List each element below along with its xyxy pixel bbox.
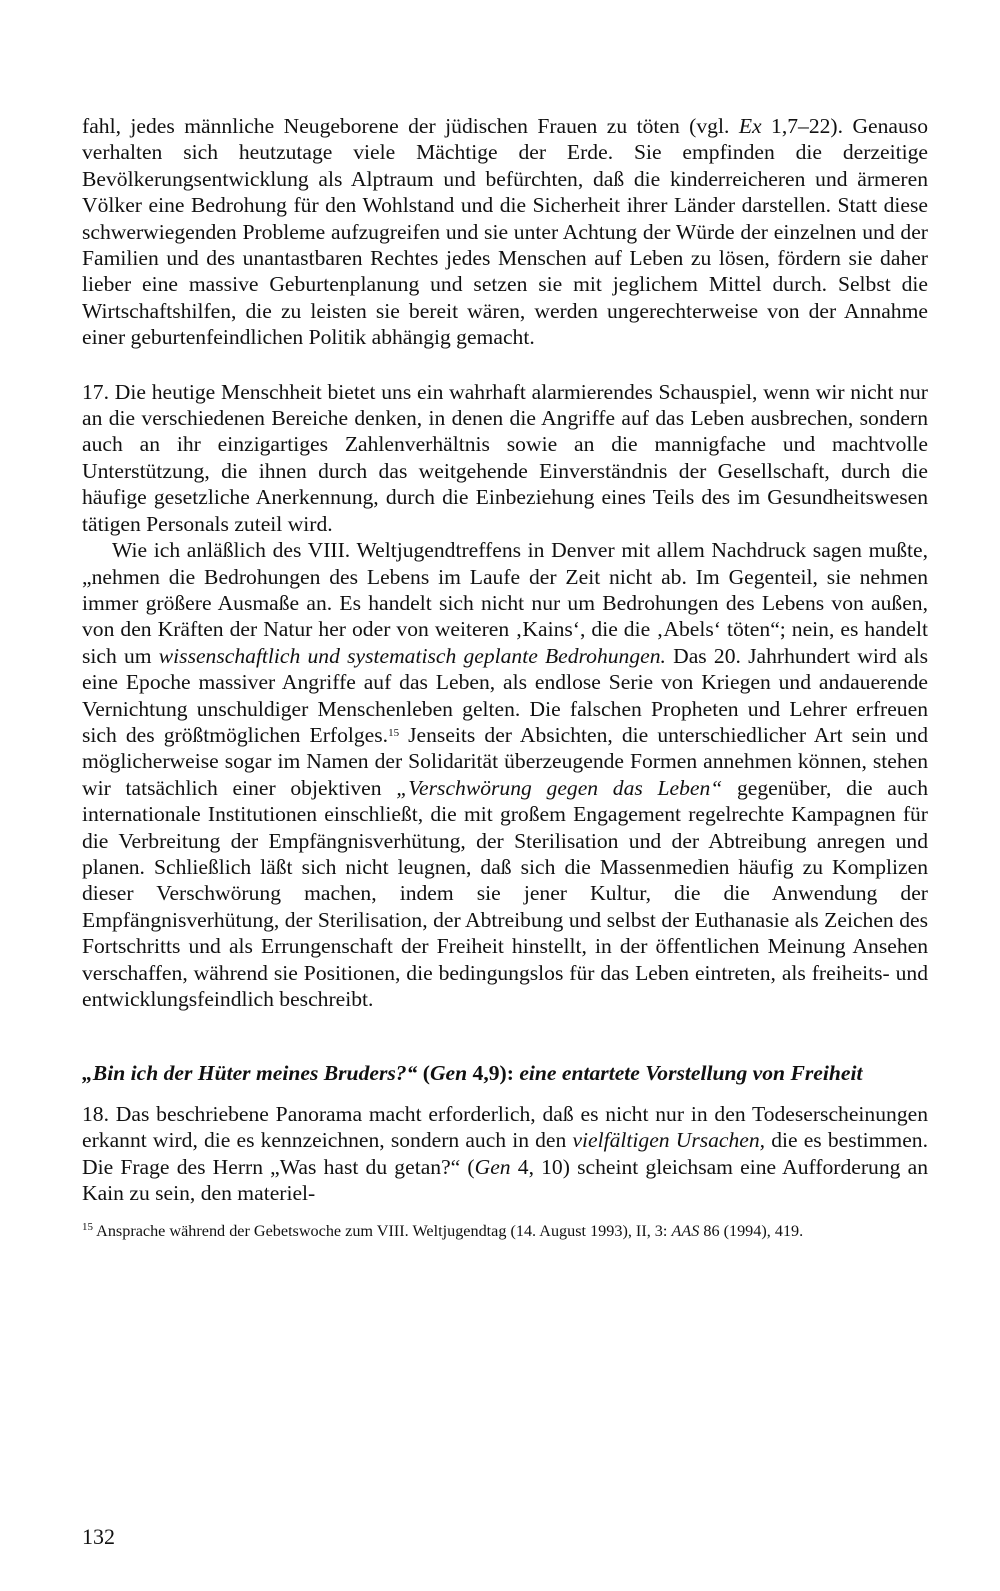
text-run: 18. Das beschriebene Panorama macht erforderlich, daß es nicht nur in den Todeserscheinungen erkannt wird, die es kennzeichnen, sondern auch in den [82,1101,928,1153]
heading-ref-rest: 4,9): [467,1061,514,1086]
text-run: die es bestimmen. Die Frage des Herrn „Was hast du getan?“ ( [82,1128,928,1179]
text-run: 17. Die heutige Menschheit bietet uns ein wahrhaft alarmierendes Schauspiel, wenn wir nicht nur an die verschiedenen Bereiche denken, in denen die Angriffe auf das Leben ausbrechen, sondern auch an ihr einzigartiges Zahlenverhältnis sowie an die mannigfache und machtvolle Unterstützung, die ihnen durch das weitgehende Einverständnis der Gesellschaft, durch die häufige gesetzliche Anerkennung, durch die Einbeziehung eines Teils des im Gesundheitswesen tätigen Personals zuteil wird. [82,379,928,536]
text-run: Das 20. Jahrhundert wird als eine Epoche massiver Angriffe auf das Leben, als endlose Serie von Kriegen und andauerende Vernichtung unschuldiger Menschenleben gelten. Die falschen Propheten und Lehrer erfreuen sich des größtmöglichen Erfolges. [82,643,928,747]
page-body [82,113,928,1242]
heading-text: eine entartete Vorstellung von Freiheit [513,1061,863,1086]
bible-reference: Ex [738,114,762,138]
paragraph-17-second [82,537,928,1012]
text-run: Jenseits der Absichten, die unterschiedlicher Art sein und möglicherweise sogar im Namen der Solidarität überzeugende Formen annehmen können, stehen wir tatsächlich einer objektiven [82,722,928,800]
paragraph-17 [82,379,928,537]
journal-abbreviation: AAS [671,1222,700,1241]
footnote-reference[interactable]: 15 [388,726,400,739]
text-run: Ansprache während der Gebetswoche zum VIII. Weltjugendtag (14. August 1993), II, 3: [93,1222,672,1241]
text-run: 4, 10) scheint gleichsam eine Aufforderung an Kain zu sein, den materiel- [82,1154,928,1206]
paragraph-18 [82,1101,928,1207]
footnote-number: 15 [82,1221,93,1234]
text-run: 86 (1994), 419. [699,1222,804,1241]
heading-ref-open: ( [417,1061,430,1086]
text-run: 1,7–22). Genauso verhalten sich heutzutage viele Mächtige der Erde. Sie empfinden die derzeitige Bevölkerungsentwicklung als Alptraum und befürchten, daß die kinderreicheren und ärmeren Völker eine Bedrohung für den Wohlstand und die Sicherheit ihrer Länder darstellen. Statt diese schwerwiegenden Probleme aufzugreifen und sie unter Achtung der Würde der einzelnen und der Familien und des unantastbaren Rechtes jedes Menschen auf Leben zu lösen, fördern sie daher lieber eine massive Geburtenplanung und setzen sie mit jeglichem Mittel durch. Selbst die Wirtschaftshilfen, die zu leisten sie bereit wären, werden ungerechterweise von der Annahme einer geburtenfeindlichen Politik abhängig gemacht. [82,114,929,350]
paragraph-16-continuation [82,113,928,351]
emphasis: „Verschwörung gegen das Leben“ [396,775,723,800]
text-run: fahl, jedes männliche Neugeborene der jüdischen Frauen zu töten (vgl. [82,114,739,138]
text-run: gegenüber, die auch internationale Institutionen einschließt, die mit großem Engagement regelrechte Kampagnen für die Verbreitung der Empfängnisverhütung, der Sterilisation und der Abtreibung anregen und planen. Schließlich läßt sich nicht leugnen, daß sich die Massenmedien häufig zu Komplizen dieser Verschwörung machen, indem sie jener Kultur, die die Anwendung der Empfängnisverhütung, der Sterilisation, der Abtreibung und selbst der Euthanasie als Zeichen des Fortschritts und als Errungenschaft der Freiheit hinstellt, in der öffentlichen Meinung Ansehen verschaffen, während sie Positionen, die bedingungslos für das Leben eintreten, als freiheits- und entwicklungsfeindlich beschreibt. [82,775,928,1011]
bible-reference: Gen [474,1154,511,1179]
footnote [82,1220,928,1242]
emphasis: vielfältigen Ursachen, [572,1128,766,1153]
heading-quote: „Bin ich der Hüter meines Bruders?“ [82,1061,418,1086]
page-number: 132 [82,1524,115,1549]
emphasis: wissenschaftlich und systematisch geplante Bedrohungen. [158,643,666,668]
bible-reference: Gen [429,1061,468,1086]
text-run: Wie ich anläßlich des VIII. Weltjugendtreffens in Denver mit allem Nachdruck sagen mußte, „nehmen die Bedrohungen des Lebens im Laufe der Zeit nicht ab. Im Gegenteil, sie nehmen immer größere Ausmaße an. Es handelt sich nicht nur um Bedrohungen des Lebens von außen, von den Kräften der Natur her oder von weiteren ‚Kains‘, die die ‚Abels‘ töten“; nein, es handelt sich um [82,538,928,668]
section-heading [82,1060,928,1086]
